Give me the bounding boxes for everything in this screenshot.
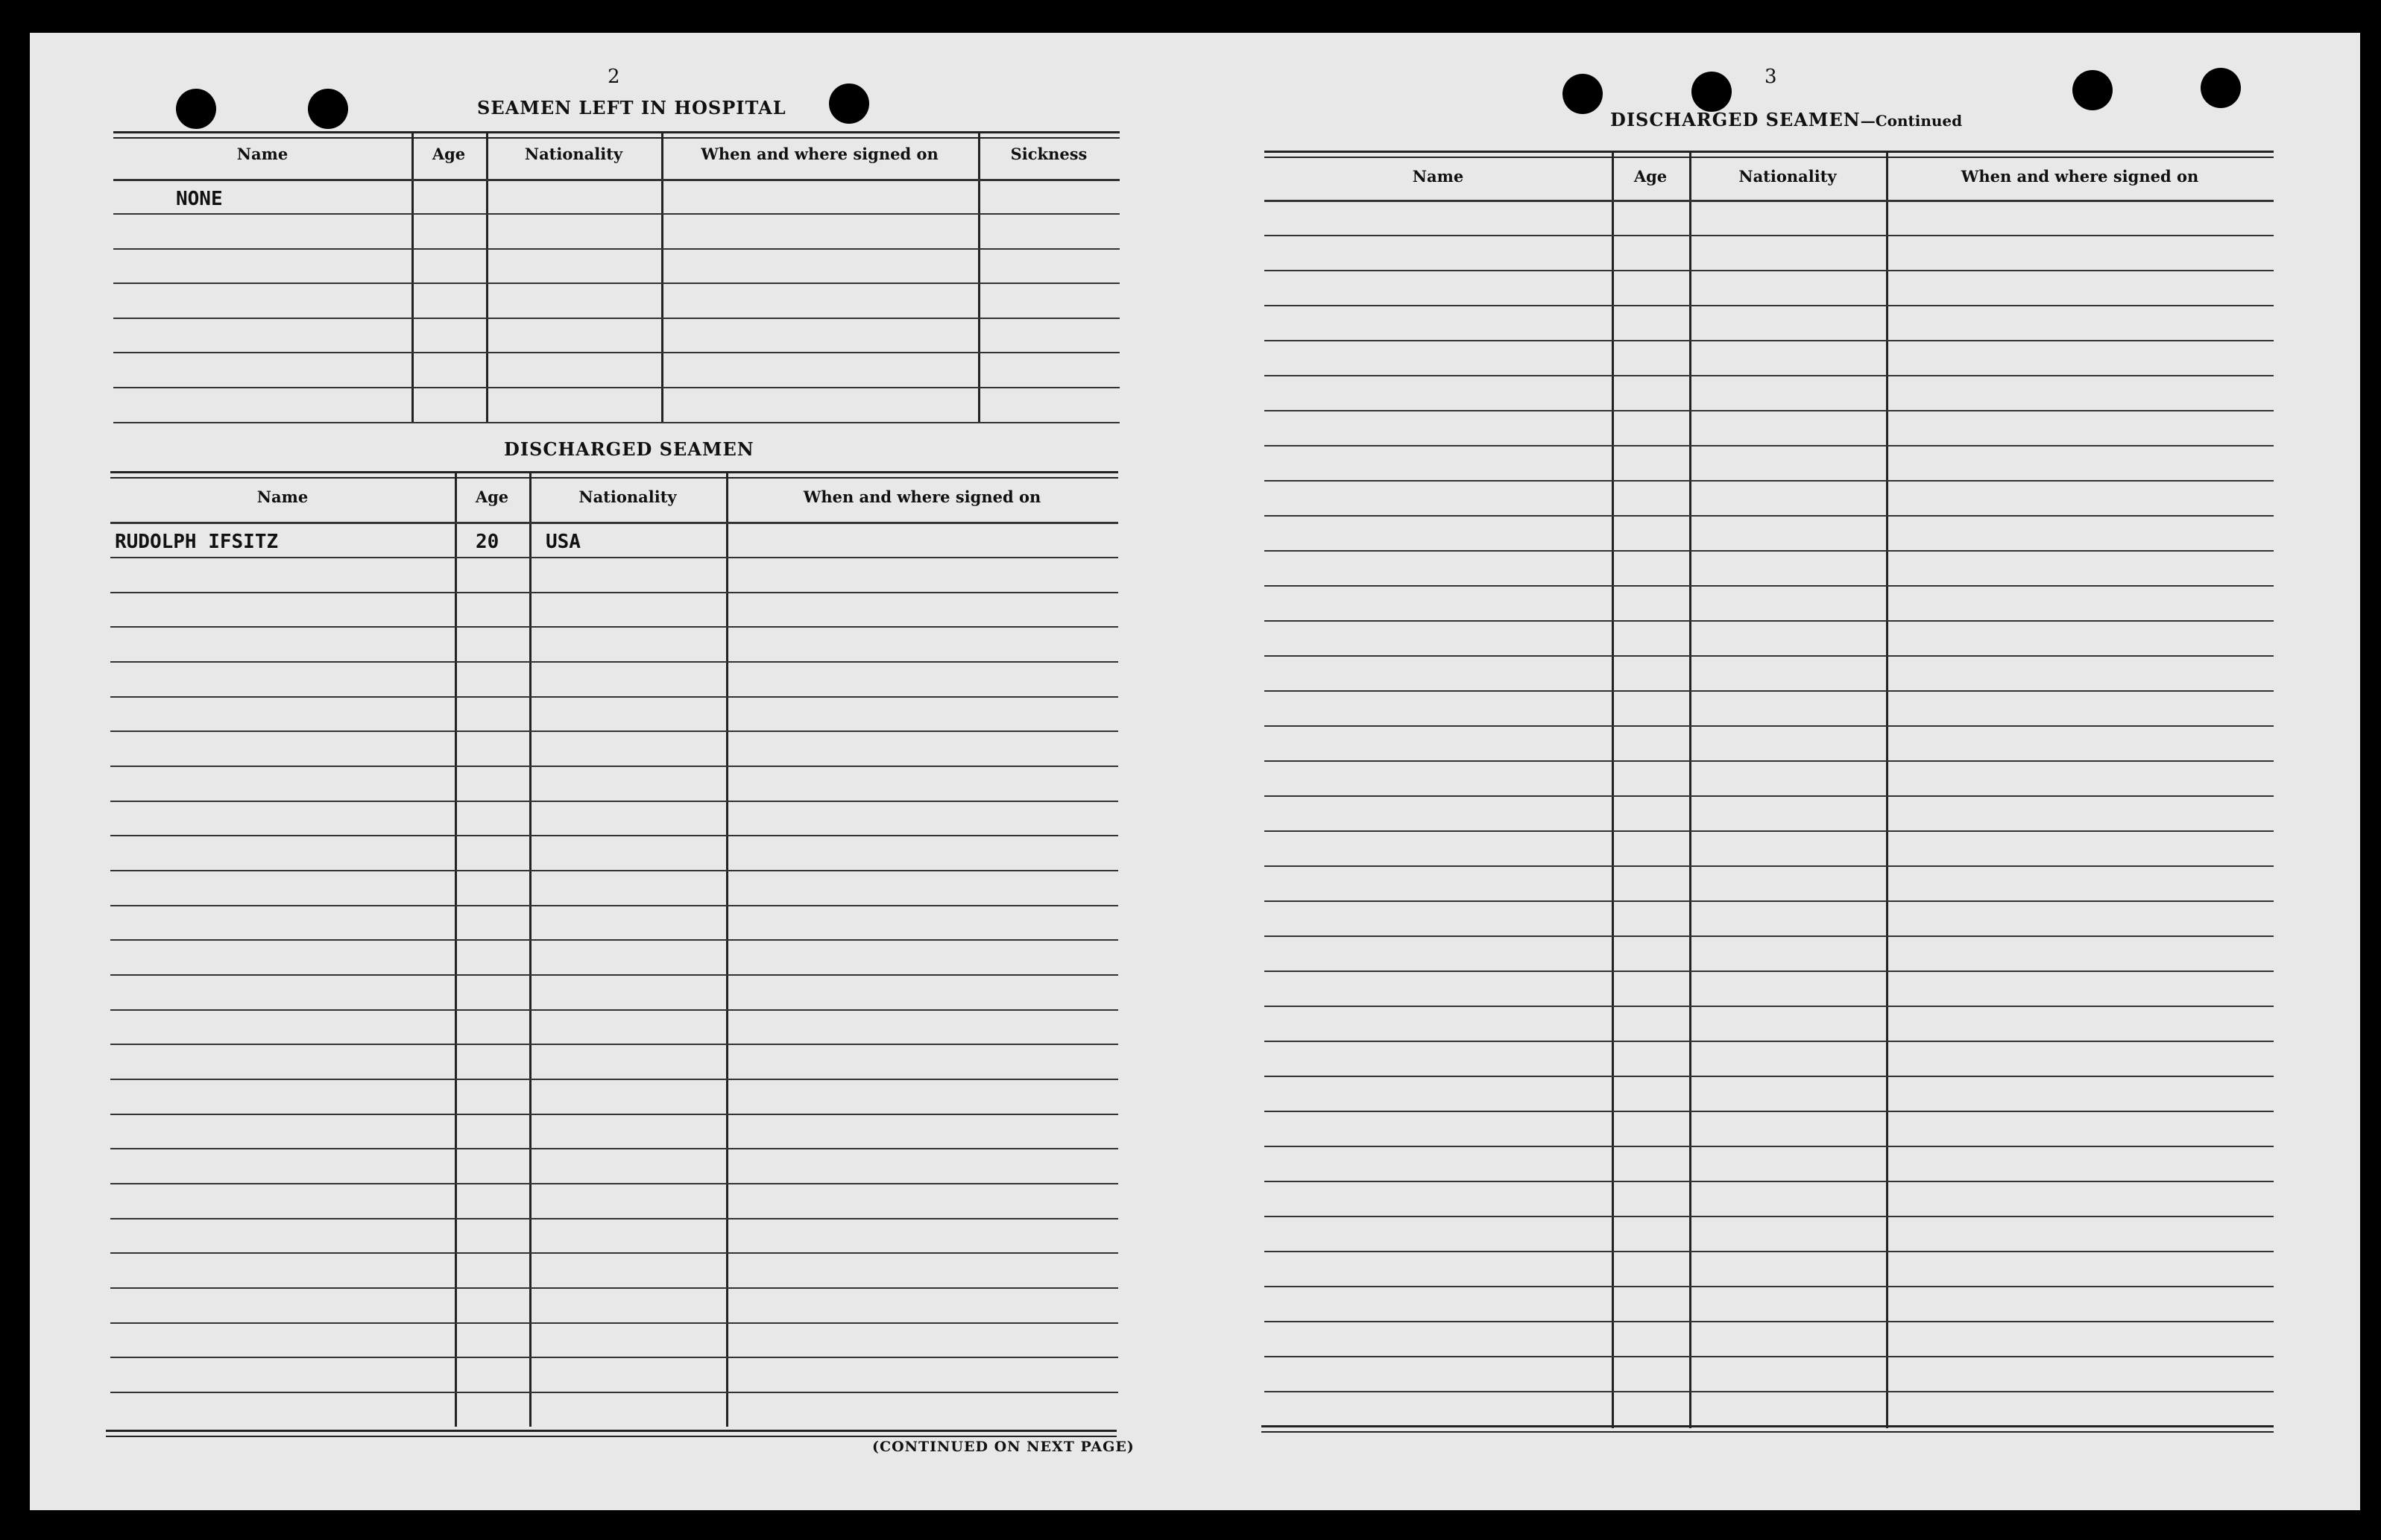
continued-footer: (CONTINUED ON NEXT PAGE) bbox=[872, 1439, 1135, 1455]
discharged-row-name: RUDOLPH IFSITZ bbox=[115, 531, 279, 553]
punch-hole bbox=[829, 83, 869, 124]
cont-col-signed-on: When and where signed on bbox=[1961, 167, 2199, 186]
cont-col-age: Age bbox=[1633, 167, 1668, 186]
left-page-number: 2 bbox=[608, 66, 620, 88]
cont-col-name: Name bbox=[1412, 167, 1464, 186]
discharged-col-name: Name bbox=[256, 487, 309, 506]
discharged-col-age: Age bbox=[475, 487, 509, 506]
discharged-table bbox=[110, 471, 1118, 1427]
hospital-col-age: Age bbox=[432, 145, 466, 163]
hospital-table bbox=[113, 131, 1120, 423]
punch-hole bbox=[1562, 74, 1603, 114]
discharged-row-age: 20 bbox=[476, 531, 499, 553]
right-title-main: DISCHARGED SEAMEN bbox=[1610, 109, 1861, 130]
cont-col-nationality: Nationality bbox=[1738, 167, 1837, 186]
hospital-col-name: Name bbox=[236, 145, 288, 163]
punch-hole bbox=[308, 89, 348, 129]
punch-hole bbox=[1691, 72, 1732, 112]
discharged-col-signed-on: When and where signed on bbox=[803, 487, 1041, 506]
punch-hole bbox=[176, 89, 216, 129]
hospital-col-sickness: Sickness bbox=[1010, 145, 1088, 163]
discharged-col-nationality: Nationality bbox=[578, 487, 677, 506]
discharged-row-nationality: USA bbox=[546, 531, 581, 553]
right-title-continued: —Continued bbox=[1860, 112, 1963, 130]
right-bottom-rule bbox=[1261, 1425, 2274, 1433]
hospital-row-name: NONE bbox=[176, 188, 223, 210]
hospital-section-title: SEAMEN LEFT IN HOSPITAL bbox=[477, 97, 786, 119]
discharged-section-title: DISCHARGED SEAMEN bbox=[504, 438, 754, 460]
discharged-continued-table bbox=[1264, 151, 2274, 1428]
right-section-title bbox=[1610, 109, 1962, 130]
punch-hole bbox=[2201, 68, 2241, 108]
left-bottom-rule bbox=[106, 1430, 1117, 1437]
punch-hole bbox=[2072, 70, 2113, 110]
right-page-number: 3 bbox=[1765, 66, 1777, 88]
hospital-col-nationality: Nationality bbox=[524, 145, 623, 163]
hospital-col-signed-on: When and where signed on bbox=[701, 145, 939, 163]
